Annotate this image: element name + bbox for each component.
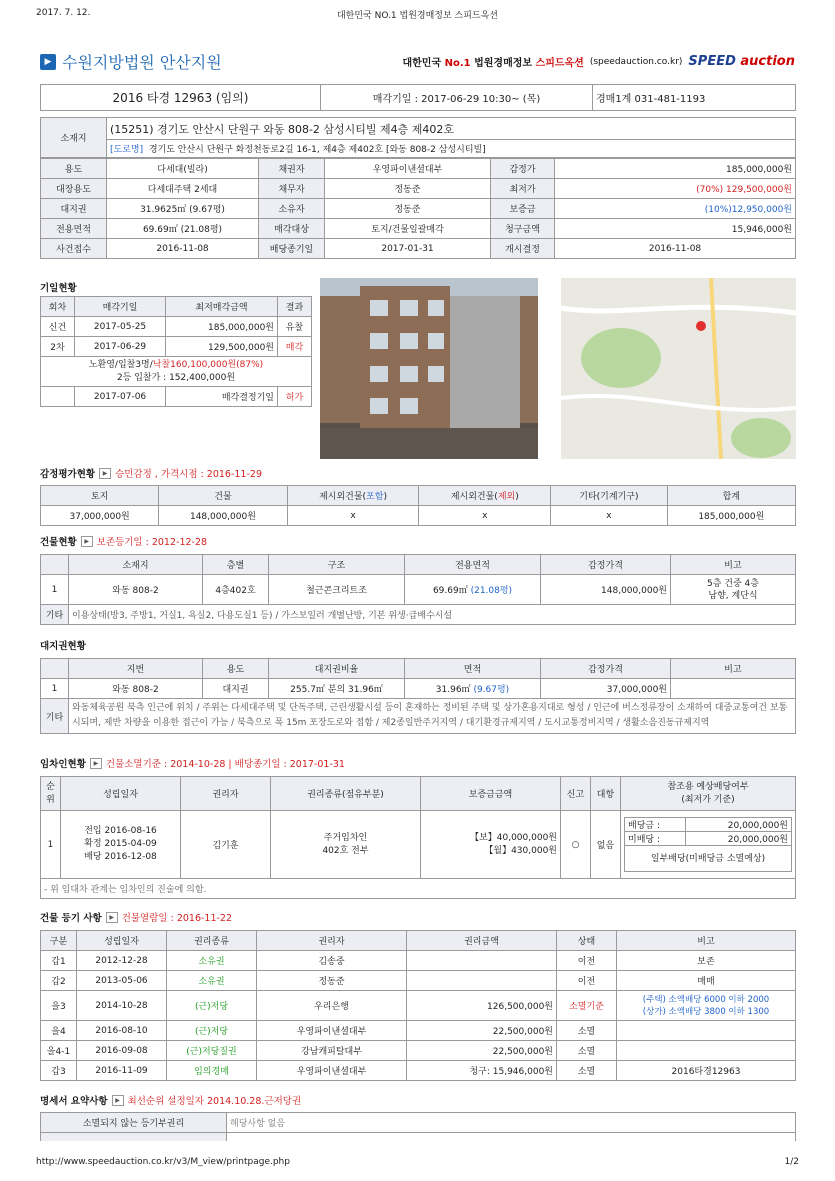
appraisal-table: 토지 건물 제시외건물(포함) 제시외건물(제외) 기타(기계기구) 합계 37,000,000원 148,000,000원 x x x 185,000,000원 [40,485,796,526]
location-map[interactable] [561,278,796,459]
tenant-title: 임차인현황 ▶ 건물소멸기준 : 2014-10-28 | 배당종기일 : 2017-01-31 [40,759,345,770]
registry-title: 건물 등기 사항 ▶ 건물열람일 : 2016-11-22 [40,913,233,924]
speed-auction-logo: SPEED auction [688,54,795,69]
play-icon[interactable]: ▶ [99,468,111,479]
building-photo [320,278,538,459]
page-number: 1/2 [784,1157,799,1167]
play-icon[interactable]: ▶ [90,758,102,769]
case-table: 2016 타경 12963 (임의) 매각기일 : 2017-06-29 10:30~ (목) 경매1계 031-481-1193 소재지 (15251) 경기도 안산시 단원구 와동 808-2 삼성시티빌 제4층 제402호 [도로명] 경기도 안산시 단원구 화정천동로2길 16-1, 제4층 제402호 [와동 808-2 삼성시티빌] 용도 다세대(빌라) 채권자 우영파이낸셜대부 감정가 185,000,000원 대장용도 다세대주택 2세대 채무자 정동준 최저가 (70%) 129,500,000원 대지권 31.9625㎡ (9.67평) 소유자 정동준 보증금 (10%)12,950,000원 전용면적 69.69㎡ (21.08평) 매각대상 토지/건물일괄매각 청구금액 15,946,000원 사건접수 2016-11-08 배당종기일 2017-01-31 개시결정 2016-11-08 [40,84,796,259]
summary-title: 명세서 요약사항 ▶ 최선순위 설정일자 2014.10.28.근저당권 [40,1096,302,1107]
tenant-table: 순 위 성립일자 권리자 권리종류(점유부분) 보증금금액 신고 대항 참조용 예상배당여부 (최저가 기준) 1 전입 2016-08-16 확정 2015-04-09 배당 2016-12-08 김기훈 주거임차인 402호 전부 【보】40,000,000원 【월】430,000원 ○ 없음 배당금 : 20,000,000원 미배당 : 20,000,000원 일부배당(미배당금 소멸예상) - 위 임대차 관계는 임차인의 진술에 의함. [40,776,796,899]
court-name: ▶ 수원지방법원 안산지원 [40,50,222,73]
arrow-icon: ▶ [40,54,56,70]
land-title: 대지권현황 [40,641,86,652]
registry-table: 구분 성립일자 권리종류 권리자 권리금액 상태 비고 갑1 2012-12-28 소유권 김송중 이전 보존 갑2 2013-05-06 소유권 정동준 이전 매매 을3 2014-10-28 (근)저당 우리은행 126,500,000원 소멸기준 (주택) 소액배당 6000 이하 2000 (상가) 소액배당 3800 이하 1300 을4 2016-08-10 (근)저당 우영파이낸셜대부 22,500,000원 소멸 을4-1 2016-09-08 (근)저당질권 강남캐피탈대부 22,500,000원 소멸 갑3 2016-11-09 임의경매 우영파이낸셜대부 청구: 15,946,000원 소멸 2016타경12963 [40,930,796,1081]
play-icon[interactable]: ▶ [112,1095,124,1106]
dept-phone: 경매1계 031-481-1193 [593,85,796,111]
play-icon[interactable]: ▶ [106,912,118,923]
play-icon[interactable]: ▶ [81,536,93,547]
address-road: [도로명] 경기도 안산시 단원구 화정천동로2길 16-1, 제4층 제402호 [와동 808-2 삼성시티빌] [107,140,796,158]
brand-bar [40,48,795,76]
page-url[interactable]: http://www.speedauction.co.kr/v3/M_view/printpage.php [36,1157,290,1167]
appraisal-title: 감정평가현황 ▶ 승민감정 , 가격시점 : 2016-11-29 [40,469,262,480]
building-table: 소재지 층별 구조 전용면적 감정가격 비고 1 와동 808-2 4층402호 철근콘크리트조 69.69㎡ (21.08평) 148,000,000원 5층 건중 4층 남향, 계단식 기타 이용상태(방3, 주방1, 거실1, 욕실2, 다용도실1 등) / 가스보일러 개별난방, 기본 위생·급배수시설 [40,554,796,625]
brand-tagline: 대한민국 No.1 법원경매정보 스피드옥션 (speedauction.co.kr) SPEED auction [402,54,795,69]
sale-date: 매각기일 : 2017-06-29 10:30~ (목) [321,85,593,111]
info-table: 용도 다세대(빌라) 채권자 우영파이낸셜대부 감정가 185,000,000원 대장용도 다세대주택 2세대 채무자 정동준 최저가 (70%) 129,500,000원 대지권 31.9625㎡ (9.67평) 소유자 정동준 보증금 (10%)12,950,000원 전용면적 69.69㎡ (21.08평) 매각대상 토지/건물일괄매각 청구금액 15,946,000원 사건접수 2016-11-08 배당종기일 2017-01-31 개시결정 2016-11-08 [40,158,796,259]
building-title: 건물현황 ▶ 보존등기일 : 2012-12-28 [40,537,208,548]
bid-table: 회차 매각기일 최저매각금액 결과 신건 2017-05-25 185,000,000원 유찰 2차 2017-06-29 129,500,000원 매각 노환영/입찰3명/낙찰160,100,000원(87%) 2등 입찰가 : 152,400,000원 2017-07-06 매각결정기일 허가 [40,296,312,407]
print-title: 대한민국 NO.1 법원경매정보 스피드옥션 [336,11,499,21]
print-footer [36,1157,799,1167]
target-pin-icon [696,321,706,331]
land-table: 지번 용도 대지권비율 면적 감정가격 비고 1 와동 808-2 대지권 255.7㎡ 분의 31.96㎡ 31.96㎡ (9.67평) 37,000,000원 기타 와동체육공원 북측 인근에 위치 / 주위는 다세대주택 및 단독주택, 근린생활시설 등이 혼재하는 정비된 주택 및 상가혼용지대로 형성 / 인근에 버스정류장이 소재하여 대중교통여건 보통시되며, 제반 차량을 이용한 접근이 가능 / 북측으로 폭 15m 포장도로와 접함 / 제2종일반주거지역 / 대기환경규제지역 / 도시교통정비지역 / 생활소음진동규제지역 [40,658,796,734]
print-header [36,8,799,22]
case-number: 2016 타경 12963 (임의) [41,85,321,111]
address-main: (15251) 경기도 안산시 단원구 와동 808-2 삼성시티빌 제4층 제402호 [107,118,796,140]
bid-title: 기일현황 [40,283,77,294]
summary-table: 소멸되지 않는 등기부권리 해당사항 없음 [40,1112,796,1141]
print-date: 2017. 7. 12. [36,8,91,18]
